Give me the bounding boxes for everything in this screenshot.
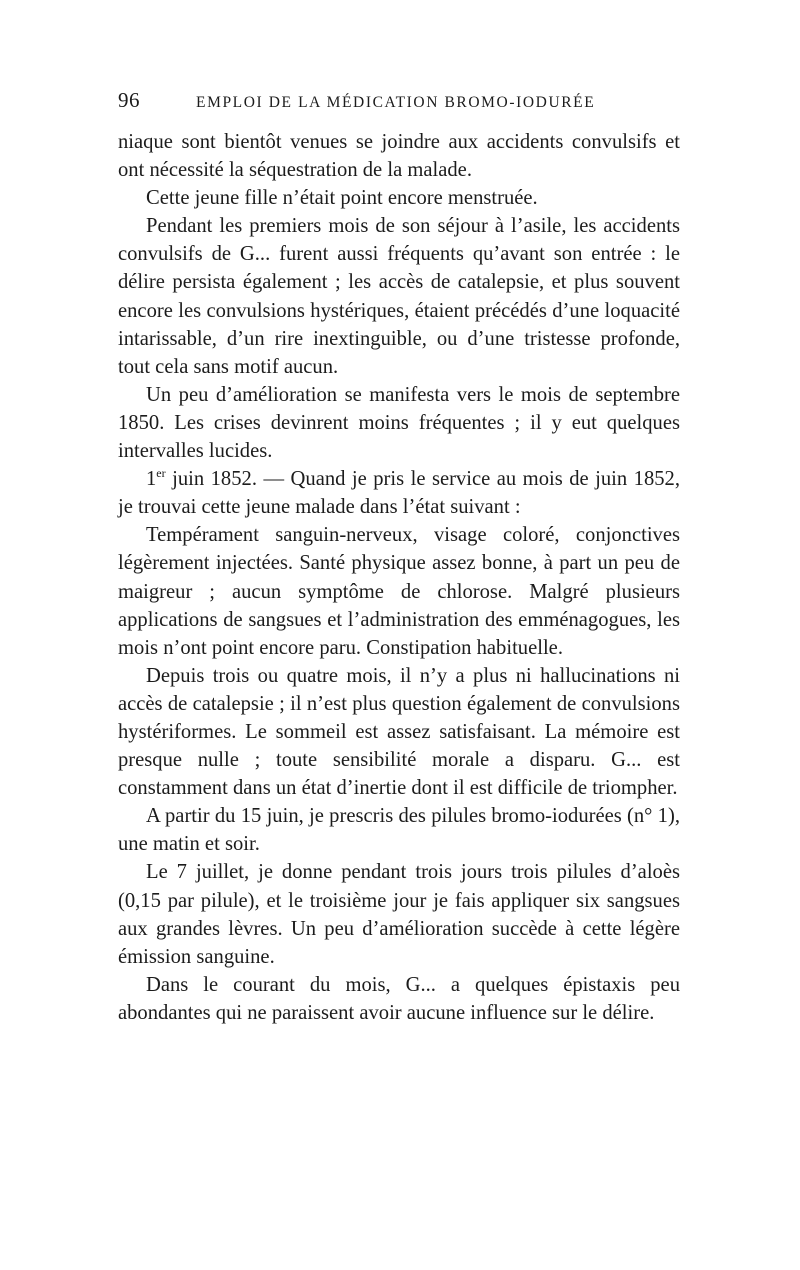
paragraph-5-text: juin 1852. — Quand je pris le service au mois de juin 1852, je trouvai cette jeune malade dans l’état suivant :	[118, 468, 680, 519]
paragraph-7: Depuis trois ou quatre mois, il n’y a plus ni hallucinations ni accès de catalepsie ; il n’est plus question également de convulsions hystériformes. Le sommeil est assez satisfaisant. La mémoire est presque nulle ; toute sensibilité morale a disparu. G... est constamment dans un état d’inertie dont il est difficile de triompher.	[118, 664, 680, 800]
paragraph-1: niaque sont bientôt venues se joindre aux accidents convulsifs et ont nécessité la séquestration de la malade.	[118, 131, 680, 182]
paragraph-6: Tempérament sanguin-nerveux, visage coloré, conjonctives légèrement injectées. Santé physique assez bonne, à part un peu de maigreur ; aucun symptôme de chlorose. Malgré plusieurs applications de sangsues et l’administration des emménagogues, les mois n’ont point encore paru. Constipation habituelle.	[118, 524, 680, 659]
date-ordinal: 1	[146, 468, 157, 491]
page-number: 96	[118, 88, 140, 112]
paragraph-8: A partir du 15 juin, je prescris des pilules bromo-iodurées (n° 1), une matin et soir.	[118, 805, 680, 856]
book-page	[118, 88, 680, 1027]
paragraph-3: Pendant les premiers mois de son séjour à l’asile, les accidents convulsifs de G... furent aussi fréquents qu’avant son entrée : le délire persista également ; les accès de catalepsie, et plus souvent encore les convulsions hystériques, étaient précédés d’une loquacité intarissable, d’un rire inextinguible, ou d’une tristesse profonde, tout cela sans motif aucun.	[118, 215, 680, 378]
paragraph-4: Un peu d’amélioration se manifesta vers le mois de septembre 1850. Les crises devinrent moins fréquentes ; il y eut quelques intervalles lucides.	[118, 383, 680, 463]
running-head: EMPLOI DE LA MÉDICATION BROMO-IODURÉE	[196, 94, 596, 111]
page-header	[118, 88, 680, 122]
page-body	[118, 128, 680, 1027]
paragraph-5	[118, 465, 680, 521]
paragraph-10: Dans le courant du mois, G... a quelques épistaxis peu abondantes qui ne paraissent avoir aucune influence sur le délire.	[118, 973, 680, 1024]
ordinal-suffix: er	[156, 466, 166, 481]
paragraph-2: Cette jeune fille n’était point encore menstruée.	[146, 187, 538, 210]
paragraph-9: Le 7 juillet, je donne pendant trois jours trois pilules d’aloès (0,15 par pilule), et le troisième jour je fais appliquer six sangsues aux grandes lèvres. Un peu d’amélioration succède à cette légère émission sanguine.	[118, 861, 680, 968]
